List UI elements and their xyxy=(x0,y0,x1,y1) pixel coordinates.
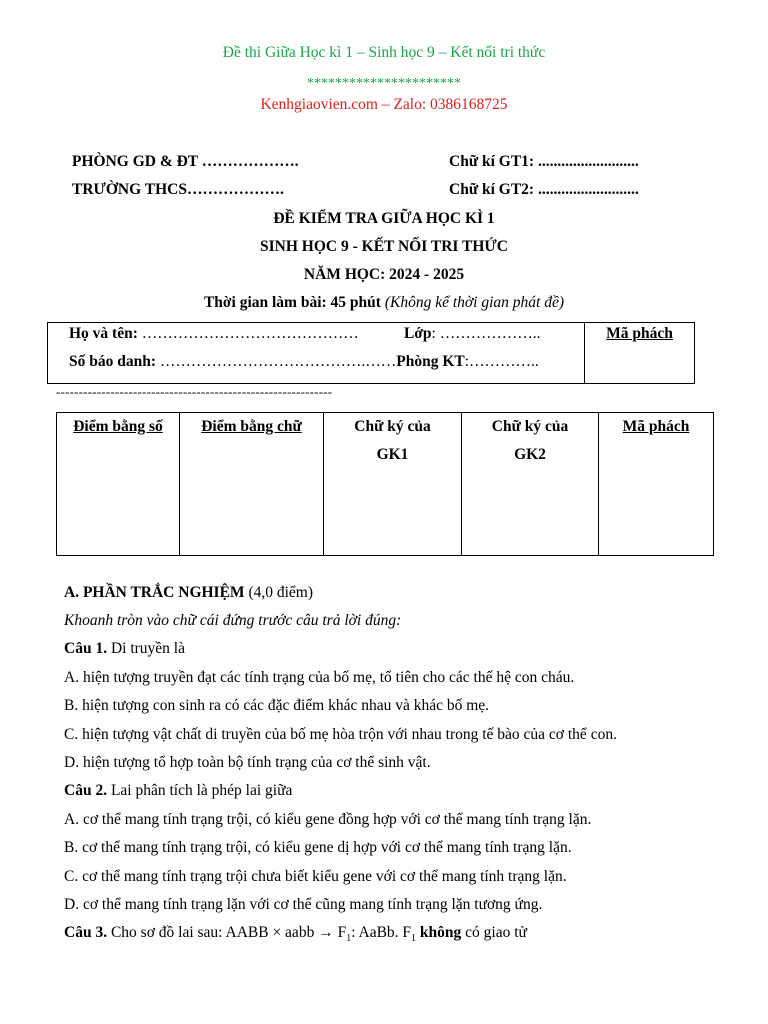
score-table xyxy=(56,412,714,556)
cut-line: ------------------------------------------------------------- xyxy=(56,384,333,399)
q1-text: Di truyền là xyxy=(107,640,185,657)
exam-time-main: Thời gian làm bài: 45 phút xyxy=(203,294,381,311)
gk1-header: Chữ ký của GK1 xyxy=(354,418,431,463)
exam-title: ĐỀ KIỂM TRA GIỮA HỌC KÌ 1 xyxy=(273,210,495,227)
q3-sub-2: 1 xyxy=(411,933,417,945)
score-word-cell xyxy=(180,413,324,556)
question-3 xyxy=(64,924,527,944)
sbd-label: Số báo danh: xyxy=(69,353,157,370)
section-a-heading xyxy=(64,584,313,602)
sbd-row xyxy=(69,353,539,371)
question-2 xyxy=(64,782,292,800)
ma-phach-cell xyxy=(599,413,714,556)
room-dots: :………….. xyxy=(464,353,539,370)
q2-option-b[interactable]: B. cơ thể mang tính trạng trội, có kiểu gene dị hợp với cơ thể mang tính trạng lặn. xyxy=(64,839,572,856)
signature-gt1: Chữ kí GT1: .......................... xyxy=(449,153,639,170)
header-stars: ********************** xyxy=(307,76,461,91)
room-label: Phòng KT xyxy=(396,353,465,370)
exam-time-note: (Không kể thời gian phát đề) xyxy=(384,294,565,311)
ma-phach-header: Mã phách xyxy=(622,418,690,435)
q1-label: Câu 1. xyxy=(64,640,108,657)
q2-option-d[interactable]: D. cơ thể mang tính trạng lặn với cơ thể cũng mang tính trạng lặn tương ứng. xyxy=(64,896,543,913)
header-contact: Kenhgiaovien.com – Zalo: 0386168725 xyxy=(260,96,508,113)
q3-sub-1: 1 xyxy=(346,933,352,945)
q3-text-3: có giao tử xyxy=(461,924,527,941)
q3-text-2: : AaBb. F xyxy=(351,924,412,941)
q3-bold: không xyxy=(416,924,462,941)
q2-option-a[interactable]: A. cơ thể mang tính trạng trội, có kiểu gene đồng hợp với cơ thể mang tính trạng lặn. xyxy=(64,811,592,828)
score-number-cell xyxy=(57,413,180,556)
sbd-dots: ………………………………….…… xyxy=(156,353,397,370)
exam-time xyxy=(0,294,768,312)
score-word-header: Điểm bằng chữ xyxy=(201,418,302,435)
q1-option-a[interactable]: A. hiện tượng truyền đạt các tính trạng của bố mẹ, tổ tiên cho các thế hệ con cháu. xyxy=(64,669,575,686)
exam-subject: SINH HỌC 9 - KẾT NỐI TRI THỨC xyxy=(260,238,508,255)
header-title: Đề thi Giữa Học kì 1 – Sinh học 9 – Kết nối tri thức xyxy=(222,44,546,61)
section-a-title: A. PHẦN TRẮC NGHIỆM xyxy=(64,584,245,601)
gk2-cell xyxy=(462,413,599,556)
q1-option-b[interactable]: B. hiện tượng con sinh ra có các đặc điểm khác nhau và khác bố mẹ. xyxy=(64,697,490,714)
ma-phach-top: Mã phách xyxy=(606,325,673,342)
truong-thcs: TRƯỜNG THCS………………. xyxy=(72,181,284,198)
signature-gt2: Chữ kí GT2: .......................... xyxy=(449,181,639,198)
q2-label: Câu 2. xyxy=(64,782,108,799)
question-1 xyxy=(64,640,185,658)
q1-option-d[interactable]: D. hiện tượng tổ hợp toàn bộ tính trạng của cơ thể sinh vật. xyxy=(64,754,431,771)
q2-option-c[interactable]: C. cơ thể mang tính trạng trội chưa biết kiểu gene với cơ thể mang tính trạng lặn. xyxy=(64,868,567,885)
q2-text: Lai phân tích là phép lai giữa xyxy=(107,782,293,799)
gk1-cell xyxy=(324,413,462,556)
name-dots: …………………………………… xyxy=(137,325,359,342)
q1-option-c[interactable]: C. hiện tượng vật chất di truyền của bố mẹ hòa trộn với nhau trong tế bào của cơ thể con. xyxy=(64,726,617,743)
phong-gd: PHÒNG GD & ĐT ………………. xyxy=(72,153,299,170)
class-row xyxy=(404,325,540,343)
section-a-points: (4,0 điểm) xyxy=(244,584,314,601)
name-label: Họ và tên: xyxy=(69,325,138,342)
q3-text-1: Cho sơ đồ lai sau: AABB × aabb → F xyxy=(107,924,347,941)
q3-label: Câu 3. xyxy=(64,924,108,941)
gk2-header: Chữ ký của GK2 xyxy=(491,418,569,463)
class-dots: : ……………….. xyxy=(431,325,541,342)
class-label: Lớp xyxy=(404,325,432,342)
section-a-instruction: Khoanh tròn vào chữ cái đứng trước câu trả lời đúng: xyxy=(64,612,402,629)
exam-year: NĂM HỌC: 2024 - 2025 xyxy=(303,266,465,283)
score-number-header: Điểm bằng số xyxy=(73,418,163,435)
name-row xyxy=(69,325,359,343)
